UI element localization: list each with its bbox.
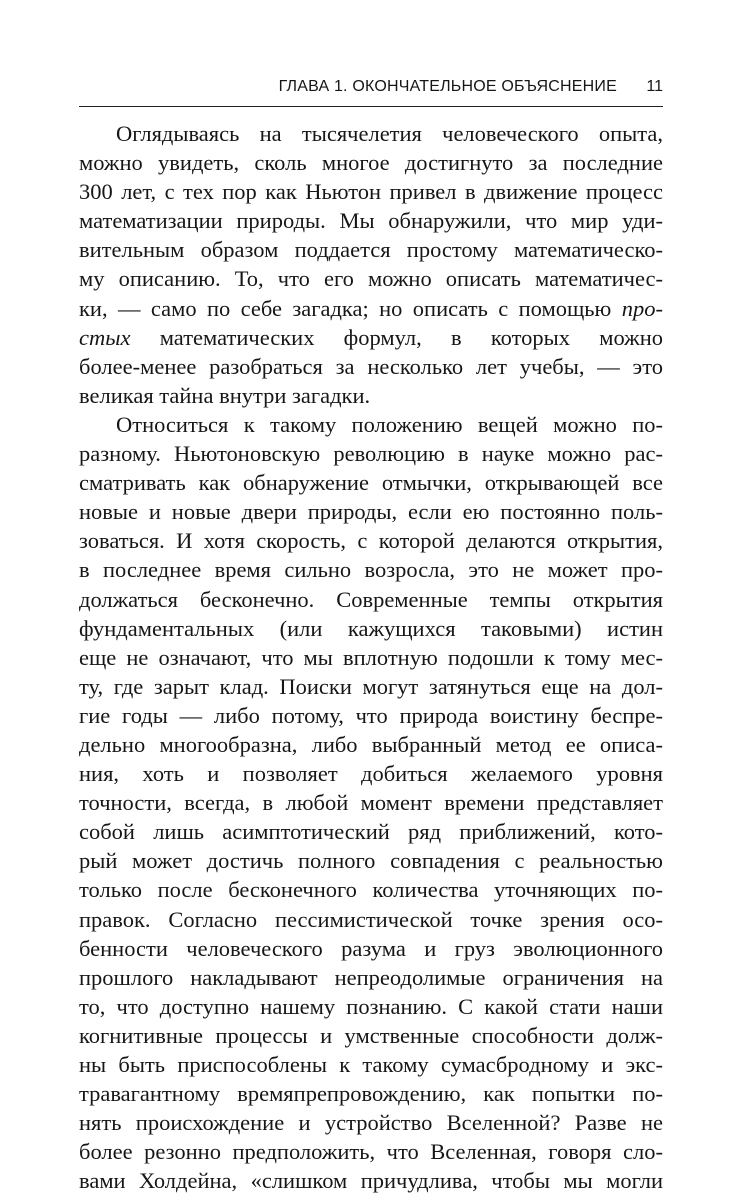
text-line-part: математических формул, в которых можно — [159, 324, 663, 350]
running-head: ГЛАВА 1. ОКОНЧАТЕЛЬНОЕ ОБЪЯСНЕНИЕ — [278, 78, 617, 95]
text-line-with-italic — [79, 323, 663, 352]
text-line: бенности человеческого разума и груз эволюционного — [79, 935, 663, 961]
text-line: новые и новые двери природы, если ею постоянно поль- — [79, 499, 663, 525]
text-line: собой лишь асимптотический ряд приближений, кото- — [79, 819, 663, 845]
text-line: должаться бесконечно. Современные темпы открытия — [79, 586, 663, 612]
text-line: рый может достичь полного совпадения с реальностью — [79, 848, 663, 874]
text-line: ны быть приспособлены к такому сумасбродному и экс- — [79, 1052, 663, 1077]
text-line: то, что доступно нашему познанию. С какой стати наши — [79, 993, 663, 1019]
text-line: гие годы — либо потому, что природа воистину беспре- — [79, 702, 663, 728]
body-text — [79, 119, 663, 1195]
text-line: когнитивные процессы и умственные способности долж- — [79, 1022, 663, 1048]
text-line: только после бесконечного количества уточняющих по- — [79, 877, 663, 903]
text-line: сматривать как обнаружение отмычки, открывающей все — [79, 470, 663, 496]
text-line: более резонно предположить, что Вселенная, говоря сло- — [79, 1139, 663, 1165]
text-line: разному. Ньютоновскую революцию в науке можно рас- — [79, 441, 663, 467]
text-line-with-italic — [79, 294, 663, 323]
text-line: вительным образом поддается простому математическо- — [79, 237, 663, 263]
page-number: 11 — [646, 78, 663, 95]
text-line: фундаментальных (или кажущихся таковыми) истин — [79, 615, 663, 641]
paragraph-2 — [79, 410, 663, 1195]
text-line: в последнее время сильно возросла, это не может про- — [79, 557, 663, 583]
text-line: му описанию. То, что его можно описать математичес- — [79, 266, 663, 292]
text-line: точности, всегда, в любой момент времени представляет — [79, 790, 663, 816]
text-line: более-менее разобраться за несколько лет учебы, — это — [79, 353, 663, 379]
text-line: ния, хоть и позволяет добиться желаемого уровня — [79, 761, 663, 787]
italic-word: про- — [621, 295, 663, 321]
text-line: математизации природы. Мы обнаружили, что мир уди- — [79, 208, 663, 234]
text-line: дельно многообразна, либо выбранный метод ее описа- — [79, 731, 663, 757]
text-line: нять происхождение и устройство Вселенной? Разве не — [79, 1110, 663, 1136]
header-rule — [79, 106, 663, 107]
text-line: вами Холдейна, «слишком причудлива, чтобы мы могли — [79, 1168, 663, 1194]
text-line: зоваться. И хотя скорость, с которой делаются открытия, — [79, 528, 663, 554]
page-header — [79, 77, 663, 99]
text-line: Относиться к такому положению вещей можно по- — [116, 411, 663, 437]
text-line: прошлого накладывают непреодолимые ограничения на — [79, 964, 663, 990]
text-line: великая тайна внутри загадки. — [79, 382, 371, 408]
italic-word: стых — [79, 324, 131, 350]
text-line: 300 лет, с тех пор как Ньютон привел в движение процесс — [79, 179, 663, 205]
text-line: можно увидеть, сколь многое достигнуто за последние — [79, 150, 663, 176]
text-line: правок. Согласно пессимистической точке зрения осо- — [79, 906, 663, 932]
text-line: Оглядываясь на тысячелетия человеческого опыта, — [116, 121, 663, 146]
text-line-part: ки, — само по себе загадка; но описать с помощью — [79, 295, 612, 321]
text-line: еще не означают, что мы вплотную подошли к тому мес- — [79, 644, 663, 670]
text-line: травагантному времяпрепровождению, как попытки по- — [79, 1081, 663, 1107]
text-line: ту, где зарыт клад. Поиски могут затянуться еще на дол- — [79, 673, 663, 699]
paragraph-1 — [79, 119, 663, 410]
